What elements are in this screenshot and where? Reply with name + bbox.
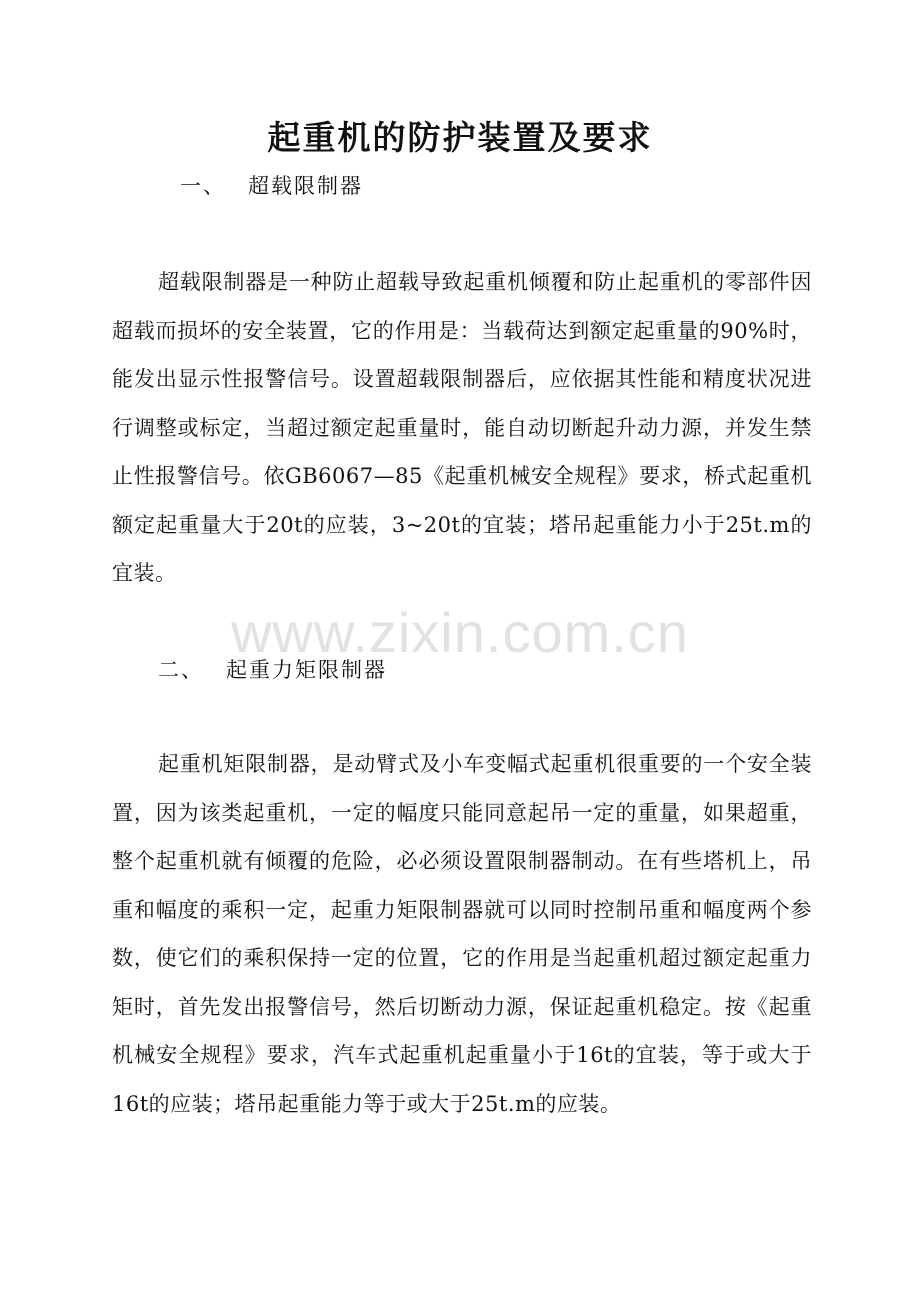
section-heading-1 — [180, 170, 363, 200]
section-number-2: 二、 — [158, 658, 204, 682]
section-heading-2 — [158, 654, 387, 684]
section-number-1: 一、 — [180, 174, 226, 198]
section-title-2: 起重力矩限制器 — [226, 658, 387, 682]
section-paragraph-1: 超载限制器是一种防止超载导致起重机倾覆和防止起重机的零部件因超载而损坏的安全装置，它的作用是：当载荷达到额定起重量的90%时，能发出显示性报警信号。设置超载限制器后，应依据其性能和精度状况进行调整或标定，当超过额定起重量时，能自动切断起升动力源，并发生禁止性报警信号。依GB6067—85《起重机械安全规程》要求，桥式起重机额定起重量大于20t的应装，3~20t的宜装；塔吊起重能力小于25t.m的宜装。 — [112, 270, 812, 585]
section-title-1: 超载限制器 — [248, 174, 363, 198]
document-title: 起重机的防护装置及要求 — [267, 118, 653, 157]
watermark: www.zixin.com.cn — [231, 601, 689, 664]
section-paragraph-2: 起重机矩限制器，是动臂式及小车变幅式起重机很重要的一个安全装置，因为该类起重机，一定的幅度只能同意起吊一定的重量，如果超重，整个起重机就有倾覆的危险，必必须设置限制器制动。在有些塔机上，吊重和幅度的乘积一定，起重力矩限制器就可以同时控制吊重和幅度两个参数，使它们的乘积保持一定的位置，它的作用是当起重机超过额定起重力矩时，首先发出报警信号，然后切断动力源，保证起重机稳定。按《起重机械安全规程》要求，汽车式起重机起重量小于16t的宜装，等于或大于16t的应装；塔吊起重能力等于或大于25t.m的应装。 — [112, 752, 812, 1116]
